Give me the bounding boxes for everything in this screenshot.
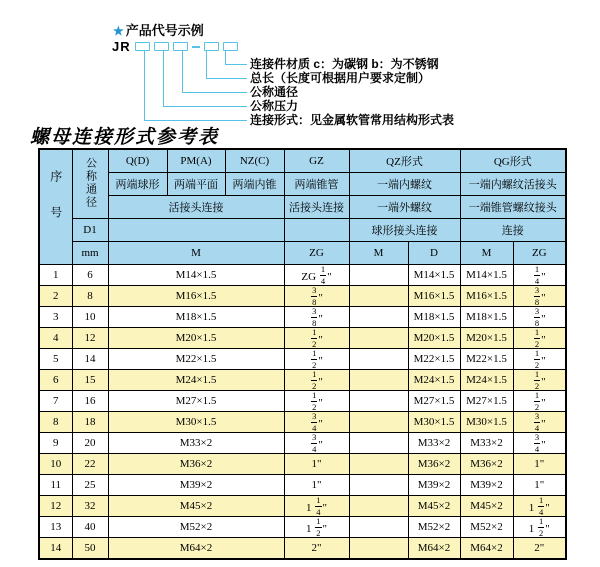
- legend-nominal-diameter: 公称通径: [250, 85, 299, 99]
- cell-qz-m: [349, 496, 408, 517]
- cell-qg-m: M36×2: [460, 454, 513, 475]
- cell-qg-m: M24×1.5: [460, 370, 513, 391]
- header-row-1: [39, 149, 566, 173]
- legend-connection-type: 连接形式：见金属软管常用结构形式表: [250, 113, 455, 127]
- table-row: [39, 538, 566, 560]
- cell-seq: 7: [39, 391, 72, 412]
- cell-gz-zg: $\frac{1}{2}$ ": [284, 370, 349, 391]
- cell-qg-m: M52×2: [460, 517, 513, 538]
- cell-seq: 13: [39, 517, 72, 538]
- cell-qz-d: M16×1.5: [408, 286, 460, 307]
- cell-dn: 22: [72, 454, 108, 475]
- cell-qg-zg: 1 $\frac{1}{4}$ ": [513, 496, 566, 517]
- cell-dn: 15: [72, 370, 108, 391]
- cell-gz-zg: 2": [284, 538, 349, 560]
- header-nz: NZ(C): [225, 149, 284, 173]
- cell-qz-d: M24×1.5: [408, 370, 460, 391]
- cell-qz-d: M45×2: [408, 496, 460, 517]
- cell-dn: 18: [72, 412, 108, 433]
- cell-qz-d: M27×1.5: [408, 391, 460, 412]
- header-seq-label: 序号: [48, 169, 63, 242]
- header-qg-sub2: 一端锥管螺纹接头: [460, 196, 566, 219]
- header-qz-sub3: 球形接头连接: [349, 219, 460, 242]
- cell-qz-d: M22×1.5: [408, 349, 460, 370]
- cell-m-thread: M39×2: [108, 475, 284, 496]
- cell-m-thread: M33×2: [108, 433, 284, 454]
- cell-m-thread: M64×2: [108, 538, 284, 560]
- cell-seq: 14: [39, 538, 72, 560]
- header-pm: PM(A): [167, 149, 225, 173]
- cell-qg-zg: 2": [513, 538, 566, 560]
- header-qg-sub1: 一端内螺纹活接头: [460, 173, 566, 196]
- cell-dn: 20: [72, 433, 108, 454]
- header-row-2: [39, 173, 566, 196]
- cell-qz-m: [349, 412, 408, 433]
- cell-dn: 8: [72, 286, 108, 307]
- header-gz-sub: 两端锥管: [284, 173, 349, 196]
- cell-seq: 2: [39, 286, 72, 307]
- table-row: [39, 517, 566, 538]
- cell-m-thread: M18×1.5: [108, 307, 284, 328]
- cell-qz-m: [349, 517, 408, 538]
- cell-qz-m: [349, 454, 408, 475]
- cell-dn: 32: [72, 496, 108, 517]
- header-blank-2: [284, 219, 349, 242]
- table-row: [39, 475, 566, 496]
- header-qg-m: M: [460, 242, 513, 265]
- cell-qg-m: M27×1.5: [460, 391, 513, 412]
- header-gz: GZ: [284, 149, 349, 173]
- cell-dn: 16: [72, 391, 108, 412]
- cell-m-thread: M36×2: [108, 454, 284, 475]
- header-mm: mm: [72, 242, 108, 265]
- table-row: [39, 349, 566, 370]
- header-d1: D1: [72, 219, 108, 242]
- table-row: [39, 433, 566, 454]
- table-row: [39, 328, 566, 349]
- header-qg: QG形式: [460, 149, 566, 173]
- cell-gz-zg: $\frac{3}{4}$ ": [284, 433, 349, 454]
- table-title: 螺母连接形式参考表: [30, 126, 220, 148]
- cell-seq: 5: [39, 349, 72, 370]
- cell-qg-zg: $\frac{1}{2}$ ": [513, 370, 566, 391]
- header-q-sub: 两端球形: [108, 173, 167, 196]
- cell-gz-zg: $\frac{3}{8}$ ": [284, 286, 349, 307]
- cell-qz-d: M33×2: [408, 433, 460, 454]
- header-row-4: [39, 219, 566, 242]
- cell-qg-zg: 1": [513, 454, 566, 475]
- cell-qg-zg: $\frac{1}{2}$ ": [513, 349, 566, 370]
- cell-gz-zg: $\frac{1}{2}$ ": [284, 391, 349, 412]
- cell-m-thread: M22×1.5: [108, 349, 284, 370]
- cell-qz-d: M20×1.5: [408, 328, 460, 349]
- cell-qg-m: M18×1.5: [460, 307, 513, 328]
- cell-qg-zg: $\frac{1}{4}$ ": [513, 265, 566, 286]
- cell-m-thread: M45×2: [108, 496, 284, 517]
- cell-qz-d: M14×1.5: [408, 265, 460, 286]
- cell-seq: 12: [39, 496, 72, 517]
- cell-m-thread: M27×1.5: [108, 391, 284, 412]
- header-zg1: ZG: [284, 242, 349, 265]
- header-nz-sub: 两端内锥: [225, 173, 284, 196]
- cell-qg-m: M22×1.5: [460, 349, 513, 370]
- header-blank-1: [108, 219, 284, 242]
- cell-seq: 8: [39, 412, 72, 433]
- cell-qz-m: [349, 475, 408, 496]
- cell-gz-zg: 1 $\frac{1}{2}$ ": [284, 517, 349, 538]
- cell-seq: 9: [39, 433, 72, 454]
- cell-qz-d: M39×2: [408, 475, 460, 496]
- header-qz-m: M: [349, 242, 408, 265]
- cell-qg-m: M20×1.5: [460, 328, 513, 349]
- cell-gz-zg: 1": [284, 475, 349, 496]
- cell-seq: 3: [39, 307, 72, 328]
- cell-m-thread: M24×1.5: [108, 370, 284, 391]
- cell-qg-m: M45×2: [460, 496, 513, 517]
- cell-m-thread: M14×1.5: [108, 265, 284, 286]
- cell-qz-m: [349, 349, 408, 370]
- cell-seq: 6: [39, 370, 72, 391]
- cell-m-thread: M52×2: [108, 517, 284, 538]
- table-row: [39, 370, 566, 391]
- table-row: [39, 265, 566, 286]
- cell-seq: 10: [39, 454, 72, 475]
- cell-qz-m: [349, 265, 408, 286]
- cell-gz-zg: $\frac{1}{2}$ ": [284, 328, 349, 349]
- header-dn: [72, 149, 108, 219]
- cell-m-thread: M30×1.5: [108, 412, 284, 433]
- cell-qg-m: M33×2: [460, 433, 513, 454]
- header-q: Q(D): [108, 149, 167, 173]
- connector-line-5: [225, 50, 247, 65]
- cell-qz-d: M18×1.5: [408, 307, 460, 328]
- table-row: [39, 391, 566, 412]
- header-qg-sub3: 连接: [460, 219, 566, 242]
- cell-dn: 14: [72, 349, 108, 370]
- cell-qg-zg: $\frac{1}{2}$ ": [513, 328, 566, 349]
- cell-qg-m: M30×1.5: [460, 412, 513, 433]
- header-m1: M: [108, 242, 284, 265]
- cell-qg-m: M14×1.5: [460, 265, 513, 286]
- cell-gz-zg: 1 $\frac{1}{4}$ ": [284, 496, 349, 517]
- table-row: [39, 496, 566, 517]
- star-icon: ★: [113, 24, 124, 38]
- table-row: [39, 412, 566, 433]
- cell-qg-m: M39×2: [460, 475, 513, 496]
- header-union-connection: 活接头连接: [108, 196, 284, 219]
- reference-table: [38, 148, 567, 560]
- cell-m-thread: M20×1.5: [108, 328, 284, 349]
- cell-qz-m: [349, 391, 408, 412]
- code-dash: [192, 46, 200, 48]
- header-row-3: [39, 196, 566, 219]
- legend-material: 连接件材质 c：为碳钢 b：为不锈钢: [250, 57, 439, 71]
- diagram-heading: [113, 20, 204, 39]
- table-body: [39, 265, 566, 560]
- cell-qg-zg: 1": [513, 475, 566, 496]
- cell-seq: 4: [39, 328, 72, 349]
- product-code-prefix: JR: [112, 39, 131, 55]
- cell-dn: 25: [72, 475, 108, 496]
- cell-qg-zg: $\frac{3}{8}$ ": [513, 307, 566, 328]
- legend-nominal-pressure: 公称压力: [250, 99, 299, 113]
- cell-qg-zg: $\frac{3}{8}$ ": [513, 286, 566, 307]
- legend-length: 总长（长度可根据用户要求定制）: [250, 71, 431, 85]
- cell-dn: 12: [72, 328, 108, 349]
- cell-qg-m: M64×2: [460, 538, 513, 560]
- cell-qz-d: M30×1.5: [408, 412, 460, 433]
- cell-dn: 50: [72, 538, 108, 560]
- header-qz-d: D: [408, 242, 460, 265]
- header-pm-sub: 两端平面: [167, 173, 225, 196]
- header-qg-zg: ZG: [513, 242, 566, 265]
- header-qz-sub1: 一端内螺纹: [349, 173, 460, 196]
- header-gz-union-connection: 活接头连接: [284, 196, 349, 219]
- cell-dn: 6: [72, 265, 108, 286]
- cell-gz-zg: $\frac{3}{4}$ ": [284, 412, 349, 433]
- cell-gz-zg: $\frac{1}{2}$ ": [284, 349, 349, 370]
- header-row-5: [39, 242, 566, 265]
- table-header: [39, 149, 566, 265]
- cell-m-thread: M16×1.5: [108, 286, 284, 307]
- header-qz: QZ形式: [349, 149, 460, 173]
- cell-seq: 11: [39, 475, 72, 496]
- cell-qz-m: [349, 538, 408, 560]
- cell-qg-zg: 1 $\frac{1}{2}$ ": [513, 517, 566, 538]
- header-seq: [39, 149, 72, 265]
- cell-qg-zg: $\frac{3}{4}$ ": [513, 412, 566, 433]
- cell-qz-m: [349, 286, 408, 307]
- cell-qg-zg: $\frac{3}{4}$ ": [513, 433, 566, 454]
- cell-qg-zg: $\frac{1}{2}$ ": [513, 391, 566, 412]
- table-row: [39, 286, 566, 307]
- cell-qg-m: M16×1.5: [460, 286, 513, 307]
- cell-qz-d: M52×2: [408, 517, 460, 538]
- cell-seq: 1: [39, 265, 72, 286]
- header-qz-sub2: 一端外螺纹: [349, 196, 460, 219]
- table-row: [39, 307, 566, 328]
- header-dn-label: 公称通径: [84, 156, 97, 209]
- cell-qz-d: M64×2: [408, 538, 460, 560]
- cell-qz-m: [349, 307, 408, 328]
- cell-qz-d: M36×2: [408, 454, 460, 475]
- table-row: [39, 454, 566, 475]
- diagram-title: 产品代号示例: [125, 23, 204, 38]
- cell-gz-zg: $\frac{3}{8}$ ": [284, 307, 349, 328]
- cell-qz-m: [349, 433, 408, 454]
- cell-gz-zg: 1": [284, 454, 349, 475]
- cell-gz-zg: ZG $\frac{1}{4}$ ": [284, 265, 349, 286]
- cell-dn: 10: [72, 307, 108, 328]
- cell-qz-m: [349, 370, 408, 391]
- cell-dn: 40: [72, 517, 108, 538]
- cell-qz-m: [349, 328, 408, 349]
